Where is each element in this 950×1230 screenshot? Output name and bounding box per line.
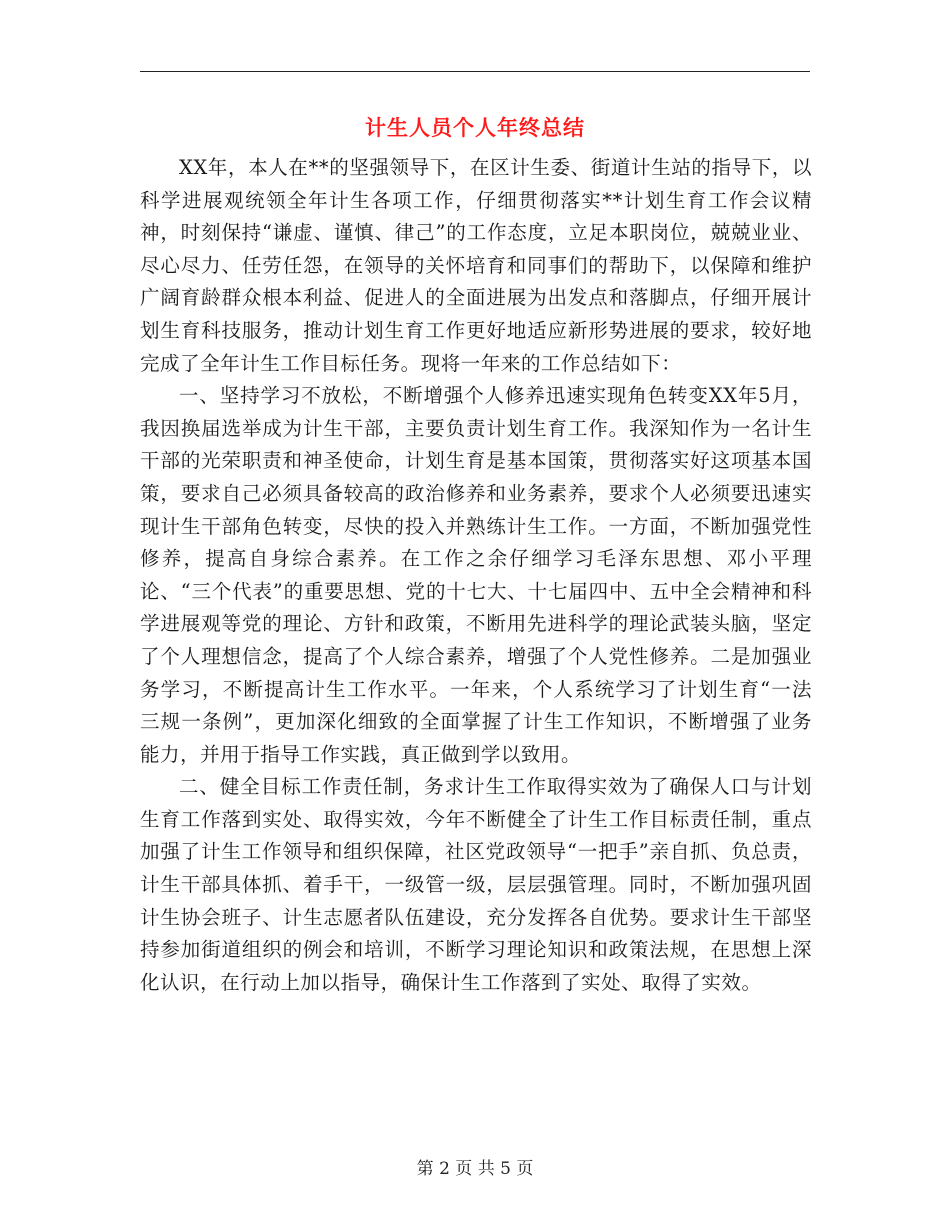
paragraph-section-2: 二、健全目标工作责任制，务求计生工作取得实效为了确保人口与计划生育工作落到实处、取得实效，今年不断健全了计生工作目标责任制，重点加强了计生工作领导和组织保障，社区党政领导“一把手”亲自抓、负总责，计生干部具体抓、着手干，一级管一级，层层强管理。同时，不断加强巩固计生协会班子、计生志愿者队伍建设，充分发挥各自优势。要求计生干部坚持参加街道组织的例会和培训，不断学习理论知识和政策法规，在思想上深化认识，在行动上加以指导，确保计生工作落到了实处、取得了实效。 (140, 775, 812, 994)
page-number: 第 2 页 共 5 页 (416, 1159, 534, 1179)
document-body (140, 152, 812, 999)
paragraph-intro: XX年，本人在**的坚强领导下，在区计生委、街道计生站的指导下，以科学进展观统领全年计生各项工作，仔细贯彻落实**计划生育工作会议精神，时刻保持“谦虚、谨慎、律己”的工作态度，立足本职岗位，兢兢业业、尽心尽力、任劳任怨，在领导的关怀培育和同事们的帮助下，以保障和维护广阔育龄群众根本利益、促进人的全面进展为出发点和落脚点，仔细开展计划生育科技服务，推动计划生育工作更好地适应新形势进展的要求，较好地完成了全年计生工作目标任务。现将一年来的工作总结如下： (140, 156, 812, 375)
paragraph-section-1: 一、坚持学习不放松，不断增强个人修养迅速实现角色转变XX年5月，我因换届选举成为计生干部，主要负责计划生育工作。我深知作为一名计生干部的光荣职责和神圣使命，计划生育是基本国策，贯彻落实好这项基本国策，要求自己必须具备较高的政治修养和业务素养，要求个人必须要迅速实现计生干部角色转变，尽快的投入并熟练计生工作。一方面，不断加强党性修养，提高自身综合素养。在工作之余仔细学习毛泽东思想、邓小平理论、“三个代表”的重要思想、党的十七大、十七届四中、五中全会精神和科学进展观等党的理论、方针和政策，不断用先进科学的理论武装头脑，坚定了个人理想信念，提高了个人综合素养，增强了个人党性修养。二是加强业务学习，不断提高计生工作水平。一年来，个人系统学习了计划生育“一法三规一条例”，更加深化细致的全面掌握了计生工作知识，不断增强了业务能力，并用于指导工作实践，真正做到学以致用。 (140, 384, 812, 766)
page-title: 计生人员个人年终总结 (365, 116, 585, 140)
page-footer (0, 1154, 950, 1179)
header-rule (140, 71, 810, 72)
